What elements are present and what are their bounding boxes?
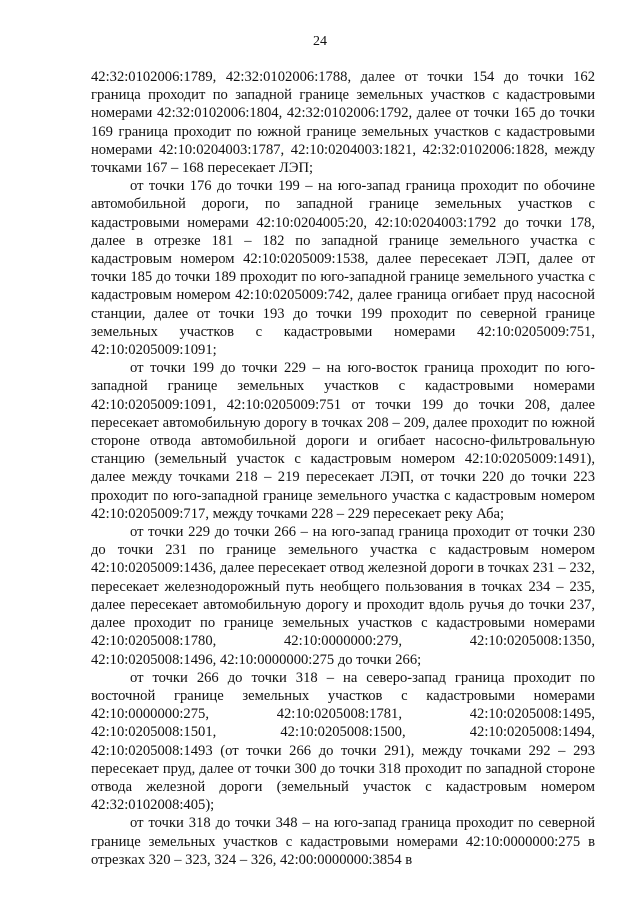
paragraph-segment-229-266: от точки 229 до точки 266 – на юго-запад граница проходит от точки 230 до точки 231 по границе земельного участка с кадастровым номером 42:10:0205009:1436, далее пересекает отвод железной дороги в точках 231 – 232, пересекает железнодорожный путь необщего пользования в точках 234 – 235, далее пересекает автомобильную дорогу и проходит вдоль ручья до точки 237, далее проходит по границе земельных участков с кадастровыми номерами 42:10:0205008:1780, 42:10:0000000:279, 42:10:0205008:1350, 42:10:0205008:1496, 42:10:0000000:275 до точки 266; [91,524,595,668]
document-body [91,68,595,869]
paragraph-segment-318-348: от точки 318 до точки 348 – на юго-запад граница проходит по северной границе земельных участков с кадастровыми номерами 42:10:0000000:275 в отрезках 320 – 323, 324 – 326, 42:00:0000000:3854 в [91,815,595,868]
page-number: 24 [313,34,327,49]
paragraph-segment-176-199: от точки 176 до точки 199 – на юго-запад граница проходит по обочине автомобильной дороги, по западной границе земельных участков с кадастровыми номерами 42:10:0204005:20, 42:10:0204003:1792 до точки 178, далее в отрезке 181 – 182 по западной границе земельного участка с кадастровым номером 42:10:0205009:1538, далее пересекает ЛЭП, далее от точки 185 до точки 189 проходит по юго-западной границе земельного участка с кадастровым номером 42:10:0205009:742, далее граница огибает пруд насосной станции, далее от точки 193 до точки 199 проходит по северной границе земельных участков с кадастровыми номерами 42:10:0205009:751, 42:10:0205009:1091; [91,178,595,359]
paragraph-segment-266-318: от точки 266 до точки 318 – на северо-запад граница проходит по восточной границе земельных участков с кадастровыми номерами 42:10:0000000:275, 42:10:0205008:1781, 42:10:0205008:1495, 42:10:0205008:1501, 42:10:0205008:1500, 42:10:0205008:1494, 42:10:0205008:1493 (от точки 266 до точки 291), между точками 292 – 293 пересекает пруд, далее от точки 300 до точки 318 проходит по западной стороне отвода железной дороги (земельный участок с кадастровым номером 42:32:0102008:405); [91,669,595,814]
paragraph-segment-199-229: от точки 199 до точки 229 – на юго-восток граница проходит по юго-западной границе земельных участков с кадастровыми номерами 42:10:0205009:1091, 42:10:0205009:751 от точки 199 до точки 208, далее пересекает автомобильную дорогу в точках 208 – 209, далее проходит по южной стороне отвода автомобильной дороги и огибает насосно-фильтровальную станцию (земельный участок с кадастровым номером 42:10:0205009:1491), далее между точками 218 – 219 пересекает ЛЭП, от точки 220 до точки 223 проходит по юго-западной границе земельного участка с кадастровым номером 42:10:0205009:717, между точками 228 – 229 пересекает реку Аба; [91,360,595,522]
paragraph-continuation: 42:32:0102006:1789, 42:32:0102006:1788, далее от точки 154 до точки 162 граница проходит по западной границе земельных участков с кадастровыми номерами 42:32:0102006:1804, 42:32:0102006:1792, далее от точки 165 до точки 169 граница проходит по южной границе земельных участков с кадастровыми номерами 42:10:0204003:1787, 42:10:0204003:1821, 42:32:0102006:1828, между точками 167 – 168 пересекает ЛЭП; [91,69,595,177]
